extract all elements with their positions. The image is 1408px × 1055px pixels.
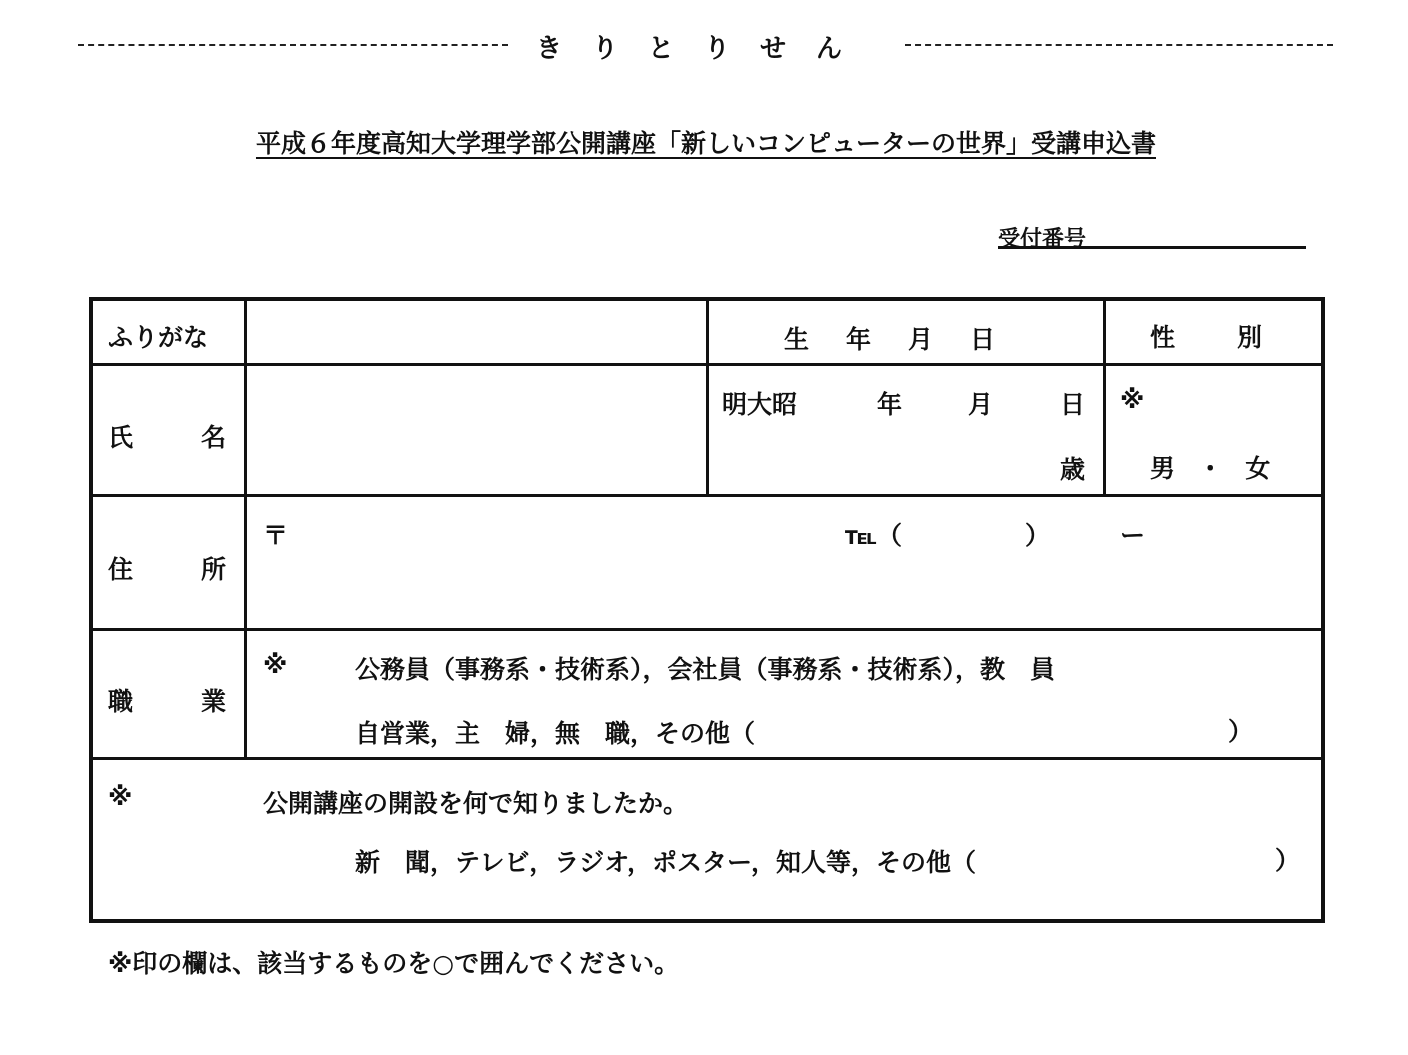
cut-line-right xyxy=(905,44,1333,46)
era-options[interactable]: 明大昭 xyxy=(722,390,798,419)
birthdate-header: 生 年 月 日 xyxy=(784,325,1002,354)
name-input[interactable] xyxy=(250,368,702,492)
gender-options[interactable]: 男 ・ 女 xyxy=(1150,454,1271,483)
birth-year-label: 年 xyxy=(877,390,903,419)
gender-required-mark: ※ xyxy=(1120,385,1145,414)
phone-label: ℡（ xyxy=(845,521,903,550)
label-column-divider xyxy=(244,301,247,757)
name-birth-divider xyxy=(706,301,709,494)
name-label: 氏 名 xyxy=(108,423,233,452)
address-input[interactable] xyxy=(250,500,1318,626)
occupation-options-line1[interactable]: 公務員（事務系・技術系），会社員（事務系・技術系），教 員 xyxy=(355,655,1056,684)
phone-close-paren: ） xyxy=(1025,521,1051,550)
age-label: 歳 xyxy=(1060,455,1086,484)
source-close-paren: ） xyxy=(1275,846,1301,875)
source-required-mark: ※ xyxy=(108,782,133,811)
birth-gender-divider xyxy=(1103,301,1106,494)
form-title: 平成６年度高知大学理学部公開講座「新しいコンピューターの世界」受講申込書 xyxy=(255,129,1156,158)
source-question: 公開講座の開設を何で知りましたか。 xyxy=(263,789,689,818)
phone-dash: ー xyxy=(1120,521,1146,550)
postal-mark: 〒 xyxy=(263,521,289,550)
birth-month-label: 月 xyxy=(968,390,994,419)
reception-number-field[interactable] xyxy=(998,246,1306,249)
cut-line-label: きりとりせん xyxy=(535,34,872,64)
occupation-required-mark: ※ xyxy=(263,650,288,679)
furigana-input[interactable] xyxy=(250,303,702,361)
row-divider-name xyxy=(93,494,1321,497)
birth-day-label: 日 xyxy=(1060,390,1086,419)
cut-line-left xyxy=(78,44,508,46)
reception-number-label: 受付番号 xyxy=(998,227,1087,252)
row-divider-address xyxy=(93,628,1321,631)
occupation-options-line2[interactable]: 自営業，主 婦，無 職，その他（ xyxy=(355,719,756,748)
occupation-label: 職 業 xyxy=(108,687,233,716)
row-divider-occupation xyxy=(93,757,1321,760)
source-options[interactable]: 新 聞，テレビ，ラジオ，ポスター，知人等，その他（ xyxy=(355,848,977,877)
occupation-close-paren: ） xyxy=(1228,717,1254,746)
gender-header: 性 別 xyxy=(1150,323,1267,352)
furigana-label: ふりがな xyxy=(108,323,209,352)
address-label: 住 所 xyxy=(108,555,233,584)
footnote: ※印の欄は、該当するものを○で囲んでください。 xyxy=(108,949,680,978)
